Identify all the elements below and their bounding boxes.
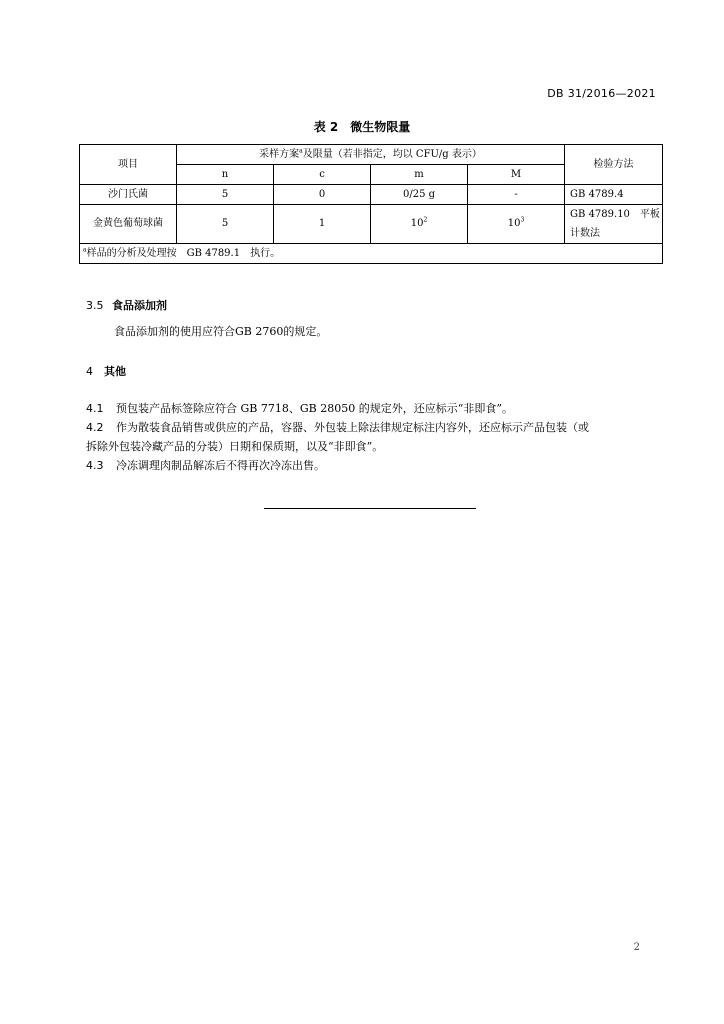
- cell-m: $10^2$: [371, 205, 468, 244]
- paragraph-4-1: 4.1 预包装产品标签除应符合 GB 7718、GB 28050 的规定外，还应标示“非即食”。: [86, 402, 513, 415]
- header-item: 项目: [80, 145, 177, 185]
- header-n: n: [177, 165, 274, 185]
- section-heading: 4 其他: [86, 365, 126, 378]
- cell-n: 5: [177, 185, 274, 205]
- cell-m: 0/25 g: [371, 185, 468, 205]
- paragraph-4-3: 4.3 冷冻调理肉制品解冻后不得再次冷冻出售。: [86, 459, 325, 472]
- paragraph-4-2: 4.2 作为散装食品销售或供应的产品，容器、外包装上除法律规定标注内容外，还应标示产品包装（或: [86, 421, 589, 434]
- cell-c: 1: [274, 205, 371, 244]
- header-c: c: [274, 165, 371, 185]
- document-code: DB 31/2016—2021: [547, 87, 656, 100]
- header-method: 检验方法: [565, 145, 663, 185]
- table-header-row: [80, 145, 663, 165]
- cell-n: 5: [177, 205, 274, 244]
- table-row: [80, 185, 663, 205]
- cell-method: GB 4789.4: [565, 185, 663, 205]
- end-rule: [264, 508, 476, 509]
- paragraph-additives: 食品添加剂的使用应符合GB 2760的规定。: [114, 325, 328, 338]
- header-M: M: [468, 165, 565, 185]
- paragraph-4-2-cont: 拆除外包装冷藏产品的分装）日期和保质期，以及“非即食”。: [86, 440, 384, 453]
- microbial-limits-table: [79, 144, 663, 264]
- header-m: m: [371, 165, 468, 185]
- cell-M: $10^3$: [468, 205, 565, 244]
- table-footnote: $^a$样品的分析及处理按 GB 4789.1 执行。: [80, 244, 663, 264]
- table-row: [80, 205, 663, 244]
- table-note-row: [80, 244, 663, 264]
- cell-method: GB 4789.10 平板 计数法: [565, 205, 663, 244]
- cell-item: 沙门氏菌: [80, 185, 177, 205]
- page-number: 2: [633, 942, 640, 953]
- header-sampling-plan: 采样方案$^a$及限量（若非指定，均以 CFU/g 表示）: [177, 145, 565, 165]
- cell-c: 0: [274, 185, 371, 205]
- table-caption: 表 2 微生物限量: [313, 120, 411, 134]
- cell-item: 金黄色葡萄球菌: [80, 205, 177, 244]
- section-heading: 3.5 食品添加剂: [86, 299, 167, 312]
- cell-M: -: [468, 185, 565, 205]
